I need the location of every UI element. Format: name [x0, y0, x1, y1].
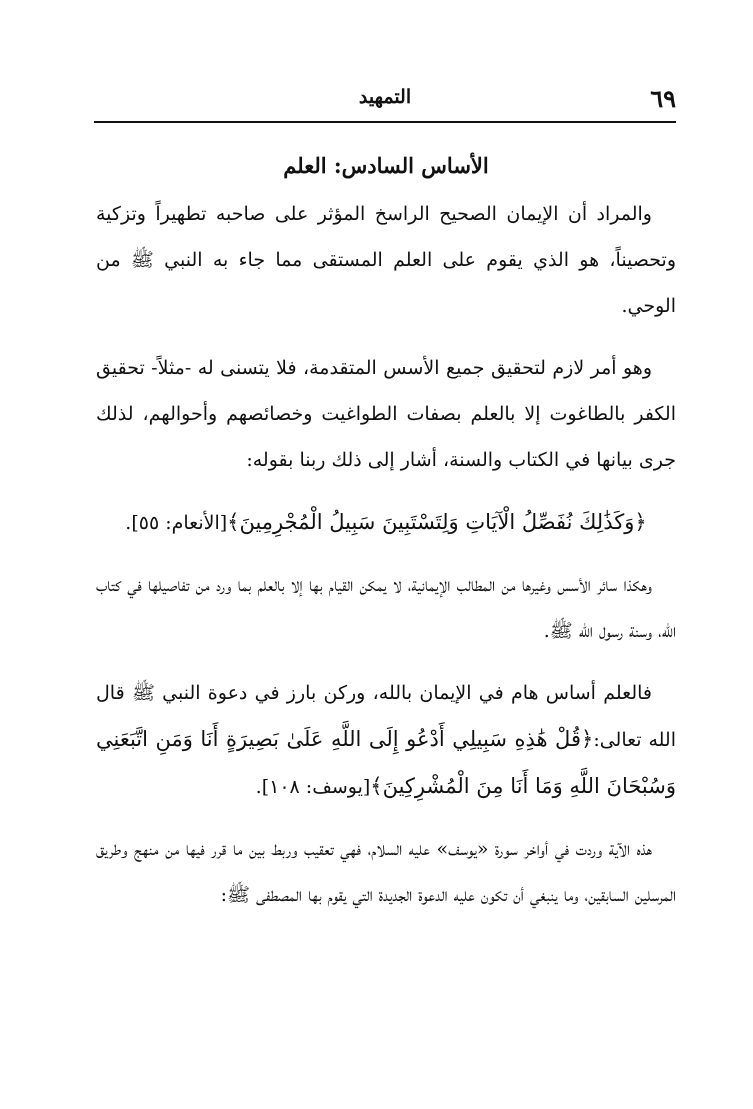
paragraph-other-foundations: وهكذا سائر الأسس وغيرها من المطالب الإيمانية، لا يمكن القيام بها إلا بالعلم بما ورد من تفاصيلها في كتاب الله، وسنة رسول الله ﷺ. [96, 574, 676, 642]
page-number: ٦٩ [650, 84, 676, 113]
paragraph-verse-commentary: هذه الآية وردت في أواخر سورة «يوسف» عليه السلام، فهي تعقيب وربط بين ما قرر فيها من منهج وطريق المرسلين السابقين، وما ينبغي أن تكون عليه الدعوة الجديدة التي يقوم بها المصطفى ﷺ: [96, 838, 676, 906]
verse-reference: [يوسف: ١٠٨]. [255, 776, 371, 798]
page-header [94, 82, 676, 122]
paragraph-definition: والمراد أن الإيمان الصحيح الراسخ المؤثر على صاحبه تطهيراً وتزكية وتحصيناً، هو الذي يقوم على العلم المستقى مما جاء به النبي ﷺ من الوحي. [96, 203, 676, 317]
paragraph-intro: فالعلم أساس هام في الإيمان بالله، وركن بارز في دعوة النبي ﷺ قال الله تعالى: [96, 682, 676, 751]
section-heading: الأساس السادس: العلم [283, 153, 489, 178]
verse-reference: [الأنعام: ٥٥]. [125, 512, 228, 534]
paragraph-knowledge-foundation [96, 670, 676, 810]
paragraph-necessity: وهو أمر لازم لتحقيق جميع الأسس المتقدمة، فلا يتسنى له -مثلاً- تحقيق الكفر بالطاغوت إلا بالعلم بصفات الطواغيت وخصائصهم وأحوالهم، لذلك جرى بيانها في الكتاب والسنة، أشار إلى ذلك ربنا بقوله: [96, 357, 676, 471]
page-body [96, 143, 676, 934]
header-divider [94, 121, 676, 123]
quran-verse-anam [96, 499, 676, 546]
running-title: التمهيد [358, 86, 412, 108]
quran-verse-yusuf: ﴿قُلْ هَٰذِهِ سَبِيلِي أَدْعُو إِلَى اللَّهِ عَلَىٰ بَصِيرَةٍ أَنَا وَمَنِ اتَّبَعَنِي وَسُبْحَانَ اللَّهِ وَمَا أَنَا مِنَ الْمُشْرِكِينَ﴾ [96, 727, 676, 798]
verse-text: ﴿وَكَذَٰلِكَ نُفَصِّلُ الْآيَاتِ وَلِتَسْتَبِينَ سَبِيلُ الْمُجْرِمِينَ﴾ [227, 510, 647, 534]
